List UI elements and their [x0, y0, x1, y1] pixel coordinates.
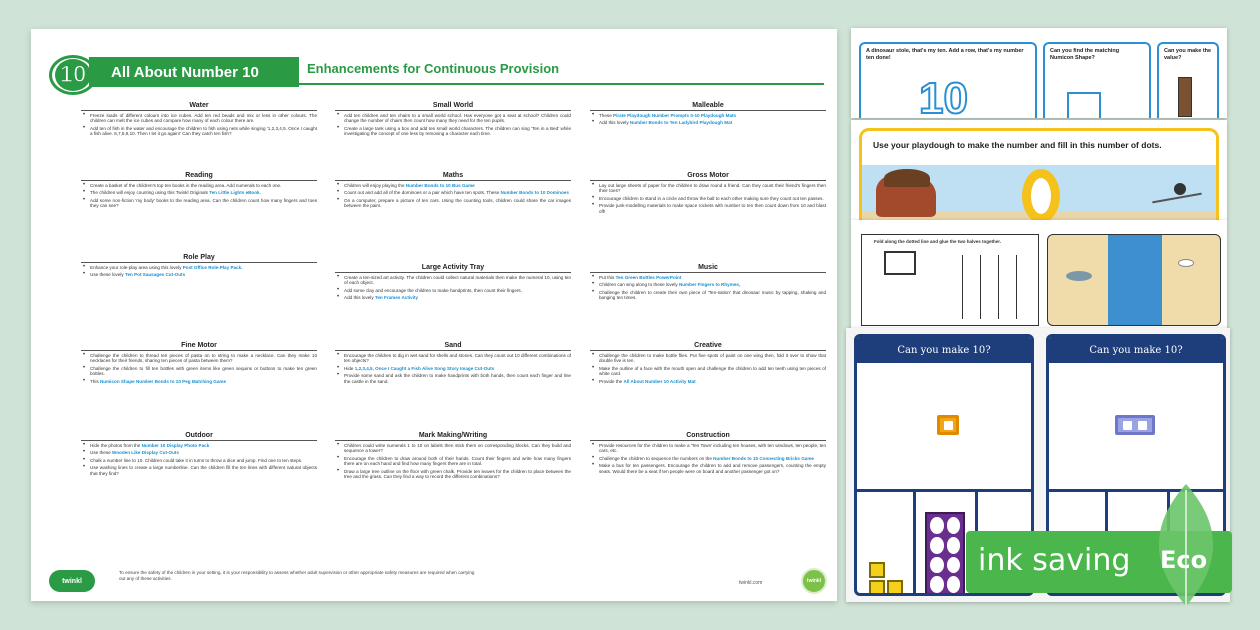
item-text: Provide junk-modelling materials to make space rockets with number to ten then count down from 10 and blast off!	[599, 203, 826, 214]
item-text: Provide some sand and ask the children to make handprints with both hands, then count each finger and line the castle in the sand.	[344, 373, 571, 384]
section-title: Large Activity Tray	[335, 263, 571, 273]
item-text: Challenge the children to fill ten bottles with green items like green sequins or buttons to make ten green bottles.	[90, 365, 317, 377]
section-list	[335, 353, 571, 384]
section-title: Music	[590, 263, 826, 273]
activity-mat-sheet	[31, 29, 837, 601]
postcard-back	[861, 234, 1039, 326]
ink-saving-text: ink saving	[978, 543, 1131, 578]
safety-disclaimer: To ensure the safety of the children in your setting, it is your responsibility to assess whether adult supervision or other appropriate safety measures are required when carrying out any of these activities.	[119, 570, 475, 581]
item-text: Chalk a number line to 10. Children could take it in turns to throw a dice and jump. Find one to ten steps.	[90, 457, 303, 463]
header-rule	[299, 83, 824, 85]
provision-section	[81, 253, 317, 280]
provision-item	[81, 113, 317, 124]
resource-link[interactable]: Ten Little Lights eBook.	[209, 190, 261, 196]
item-text: Add this lovely	[599, 120, 630, 126]
item-text: Use these	[90, 450, 112, 456]
item-text: Create a large tank using a box and add ten small world characters. The children can sing 'Ten in a Bed' while investigating the concept of one less by removing a character each time.	[344, 125, 571, 137]
provision-item	[81, 265, 317, 270]
provision-item	[335, 469, 571, 480]
section-title: Reading	[81, 171, 317, 181]
provision-item	[335, 295, 571, 300]
pirate-playdough-mat-preview	[851, 120, 1227, 220]
provision-item	[81, 465, 317, 476]
section-title: Malleable	[590, 101, 826, 111]
item-text: Children will enjoy playing the	[344, 183, 406, 188]
provision-item	[335, 353, 571, 364]
dinosaur-card	[859, 42, 1037, 118]
provision-item	[335, 126, 571, 137]
section-list	[335, 183, 571, 209]
postcard-line	[962, 255, 963, 319]
resource-link[interactable]: Post Office Role-Play Pack.	[182, 265, 243, 270]
item-text: Add some clay and encourage the children to make handprints, then count their fingers.	[344, 287, 522, 293]
provision-columns	[81, 101, 826, 556]
provision-section	[335, 101, 571, 139]
provision-item	[81, 458, 317, 463]
value-card	[1157, 42, 1219, 118]
provision-item	[590, 443, 826, 454]
section-title: Role Play	[81, 253, 317, 263]
section-title: Fine Motor	[81, 341, 317, 351]
provision-item	[335, 366, 571, 371]
page-title: All About Number 10	[89, 57, 299, 87]
value-card-text: Can you make the value?	[1164, 48, 1212, 61]
provision-item	[81, 198, 317, 209]
section-title: Small World	[335, 101, 571, 111]
pirate-scene-illustration	[862, 165, 1216, 220]
pirate-hat	[884, 169, 930, 187]
stamp-box	[884, 251, 916, 275]
counting-tube	[1178, 77, 1192, 117]
postcard-line	[998, 255, 999, 319]
item-text: Create a basket of the children's top ten books in the reading area. Add numerals to each one.	[90, 183, 282, 188]
provision-item	[81, 183, 317, 188]
numicon-outline-shape	[1067, 92, 1101, 118]
provision-section	[81, 341, 317, 386]
provision-item	[81, 190, 317, 195]
section-list	[590, 353, 826, 384]
item-text: Children could write numerals 1 to 10 on labels then stick them on corresponding blocks. Can they build and sequence a tower?	[344, 443, 571, 454]
resource-link[interactable]: Number Bonds to 10 Dominoes	[500, 190, 569, 196]
item-text: Make the outline of a face with the mouth open and challenge the children to add ten teeth using ten pieces of white card.	[599, 365, 826, 377]
numicon-match-card	[1043, 42, 1151, 118]
section-title: Creative	[590, 341, 826, 351]
provision-section	[590, 431, 826, 476]
resource-link[interactable]: Numicon Shape Number Bonds to 10 Peg Matching Game	[99, 378, 227, 384]
resource-link[interactable]: Wooden Like Display Cut-Outs	[111, 450, 180, 456]
item-text: Provide the	[599, 378, 624, 384]
provision-item	[81, 450, 317, 455]
provision-section	[590, 341, 826, 386]
resource-link[interactable]: Number Fingers to Rhymes,	[678, 282, 741, 288]
section-list	[590, 275, 826, 301]
item-text: Encourage children to stand in a circle and throw the ball to each other making sure they count out ten passes.	[599, 195, 824, 201]
item-text: Hide	[344, 365, 355, 371]
resource-link[interactable]: Ten Frames Activity	[374, 295, 419, 301]
section-title: Sand	[335, 341, 571, 351]
section-title: Outdoor	[81, 431, 317, 441]
provision-item	[335, 443, 571, 454]
section-title: Construction	[590, 431, 826, 441]
resource-link[interactable]: All About Number 10 Activity Mat	[623, 378, 696, 384]
provision-section	[335, 171, 571, 211]
item-text: Lay out large sheets of paper for the children to draw round a friend. Can they count their friend's fingers then their toes?	[599, 183, 826, 194]
item-text: Hide the photos from the	[90, 443, 142, 448]
fish-illustration	[1066, 271, 1092, 281]
item-text: Add ten children and ten chairs to a small world school. Has everyone got a seat at school? Children could change the number of chairs then count how many they need for the ten pupils.	[344, 113, 571, 124]
provision-item	[335, 288, 571, 293]
item-text: Challenge the children to thread ten pieces of pasta on to string to make a necklace. Can they make 10 necklaces for their friends, sharing ten pieces of pasta between them?	[90, 353, 317, 364]
postcard-preview	[851, 220, 1227, 330]
section-list	[590, 113, 826, 126]
section-list	[335, 275, 571, 301]
item-text: Add some non-fiction 'my body' books to the reading area. Can the children count how many fingers and toes they can see?	[90, 197, 317, 209]
resource-link[interactable]: 1,2,3,4,5, Once I Caught a Fish Alive Song Story Image Cut-Outs	[354, 365, 495, 371]
provision-column	[335, 101, 571, 556]
resource-link[interactable]: Number Bonds to 10 Bus Game	[405, 183, 475, 188]
item-text: Use these lovely	[90, 272, 125, 278]
provision-item	[590, 379, 826, 384]
provision-item	[335, 275, 571, 286]
item-text: Add ten of fish in the water and encourage the children to fish using nets while singing '1,2,3,4,5. Once I caught a fish alive. 6,7,8,9,10. Then I let it go again!' Can they catch ten fish?	[90, 125, 317, 137]
resource-link[interactable]: Number Bonds to 10 Connecting Bricks Game	[713, 455, 814, 461]
provision-section	[81, 431, 317, 478]
section-title: Gross Motor	[590, 171, 826, 181]
section-list	[335, 113, 571, 137]
provision-section	[590, 101, 826, 128]
section-list	[335, 443, 571, 479]
section-list	[590, 443, 826, 474]
provision-item	[590, 463, 826, 474]
make-ten-title: Can you make 10?	[1049, 337, 1223, 363]
website-text: twinkl.com	[739, 580, 763, 586]
provision-item	[81, 443, 317, 448]
item-text: Encourage the children to dig in wet sand for shells and stones. Can they count out 10 different combinations of ten objects?	[344, 353, 571, 364]
item-text: Put this	[599, 275, 616, 280]
item-text: Enhance your role-play area using this lovely	[90, 265, 183, 270]
provision-item	[590, 456, 826, 461]
provision-item	[81, 366, 317, 377]
provision-item	[335, 373, 571, 384]
section-list	[81, 443, 317, 476]
provision-section	[590, 263, 826, 303]
item-text: Create a ten-sized art activity. The children could collect natural materials then make the numeral 10, using ten of each object.	[344, 275, 571, 286]
provision-section	[335, 341, 571, 386]
provision-column	[590, 101, 826, 556]
provision-section	[81, 171, 317, 211]
item-text: Challenge the children to make bottle flies. Put five spots of paint on one wing then, fold it over to show that double five is ten.	[599, 353, 826, 364]
provision-item	[590, 275, 826, 280]
item-text: Provide resources for the children to make a 'Ten Town' including ten houses, with ten windows, ten people, ten cars, etc.	[599, 443, 826, 454]
numicon-three-tile	[869, 562, 905, 596]
provision-item	[81, 272, 317, 277]
postcard-line	[1016, 255, 1017, 319]
item-text: Draw a large tree outline on the floor with green chalk. Provide ten leaves for the children to place between the tree and the grass. Can they find a way to record the different combinations?	[344, 468, 571, 480]
page-subtitle: Enhancements for Continuous Provision	[307, 61, 560, 76]
section-title: Water	[81, 101, 317, 111]
eco-badge: Eco	[1160, 546, 1208, 574]
item-text: Use washing lines to create a large numberline. Can the children fill the ten lines with different natural objects that they find?	[90, 465, 317, 476]
item-text: Encourage the children to draw around both of their hands. Count their fingers and write how many fingers there are on each hand and find how many fingers there are in total.	[344, 455, 571, 467]
section-list	[81, 353, 317, 384]
parrot-icon	[1174, 183, 1186, 195]
section-title: Maths	[335, 171, 571, 181]
numicon-nine-tile	[925, 512, 965, 596]
provision-item	[335, 198, 571, 209]
resource-link[interactable]: Number 10 Display Photo Pack	[141, 443, 210, 448]
dinosaur-card-text: A dinosaur stole, that's my ten. Add a row, that's my number ten done!	[866, 48, 1024, 61]
provision-item	[590, 203, 826, 214]
item-text: Challenge the children to create their own piece of 'Ten-sation' that dinosaur music by tapping, shaking and banging ten times.	[599, 289, 826, 301]
section-list	[81, 183, 317, 209]
provision-item	[81, 353, 317, 364]
resource-link[interactable]: Ten Pot Sausages Cut-Outs	[124, 272, 186, 278]
twinkl-badge: twinkl	[801, 568, 827, 594]
playdough-instruction: Use your playdough to make the number and fill in this number of dots.	[873, 140, 1162, 150]
numicon-cards-preview	[851, 28, 1227, 118]
provision-item	[590, 366, 826, 377]
numicon-two-tile	[1115, 415, 1155, 435]
sheet-header	[49, 55, 824, 87]
postcard-instruction: Fold along the dotted line and glue the two halves together.	[874, 239, 1002, 244]
provision-section	[335, 263, 571, 303]
make-ten-title: Can you make 10?	[857, 337, 1031, 363]
number-zero-outline	[1022, 169, 1060, 220]
item-text: These	[599, 113, 614, 118]
provision-item	[590, 282, 826, 287]
seagull-illustration	[1178, 259, 1194, 267]
item-text: Freeze loads of different colours into ice cubes. Add ten red beads and mix or less in other colours. The children can melt the ice cubes and compare how many of each colour there are.	[90, 113, 317, 124]
provision-item	[81, 379, 317, 384]
item-text: Count out and add all of the dominoes or a pair which have ten spots. These	[344, 190, 501, 196]
provision-item	[590, 120, 826, 125]
number-badge-label: 10	[55, 59, 91, 91]
postcard-line	[980, 255, 981, 319]
item-text: Challenge the children to sequence the numbers on the	[599, 455, 714, 461]
provision-item	[335, 113, 571, 124]
item-text: Make a bus for ten passengers. Encourage the children to add and remove passengers, counting the empty seats. Would there be a seat if ten people were on board and another passenger got on?	[599, 463, 826, 474]
provision-item	[590, 183, 826, 194]
provision-item	[335, 183, 571, 188]
item-text: Children can sing along to these lovely	[599, 282, 679, 288]
resource-link[interactable]: Number Bonds to Ten Ladybird Playdough Mat	[629, 120, 733, 126]
numicon-match-text: Can you find the matching Numicon Shape?	[1050, 48, 1120, 61]
numicon-one-tile	[937, 415, 959, 435]
provision-item	[81, 126, 317, 137]
beach-postcard-front	[1047, 234, 1221, 326]
provision-item	[335, 190, 571, 195]
item-text: On a computer, prepare a picture of ten cars. Using the counting tools, children could share the car images between the pairs.	[344, 197, 571, 209]
leaf-icon	[1146, 480, 1226, 610]
provision-item	[335, 456, 571, 467]
outline-number-ten: 10	[919, 74, 968, 118]
provision-section	[590, 171, 826, 216]
provision-column	[81, 101, 317, 556]
provision-item	[590, 290, 826, 301]
resource-link[interactable]: Pirate Playdough Number Prompts 0-10 Playdough Mats	[613, 113, 737, 118]
section-list	[81, 265, 317, 278]
provision-section	[335, 431, 571, 481]
grid-divider	[913, 492, 916, 596]
section-list	[81, 113, 317, 137]
provision-item	[590, 196, 826, 201]
resource-link[interactable]: Ten Green Bottles PowerPoint	[615, 275, 682, 280]
provision-item	[590, 113, 826, 118]
provision-item	[590, 353, 826, 364]
item-text: The children will enjoy counting using this Twinkl Originals	[90, 190, 210, 196]
item-text: This	[90, 378, 100, 384]
section-list	[590, 183, 826, 214]
sheet-footer	[49, 564, 824, 596]
item-text: Add this lovely	[344, 295, 375, 301]
sea-illustration	[1108, 235, 1162, 326]
twinkl-logo: twinkl	[49, 570, 95, 592]
provision-section	[81, 101, 317, 139]
section-title: Mark Making/Writing	[335, 431, 571, 441]
